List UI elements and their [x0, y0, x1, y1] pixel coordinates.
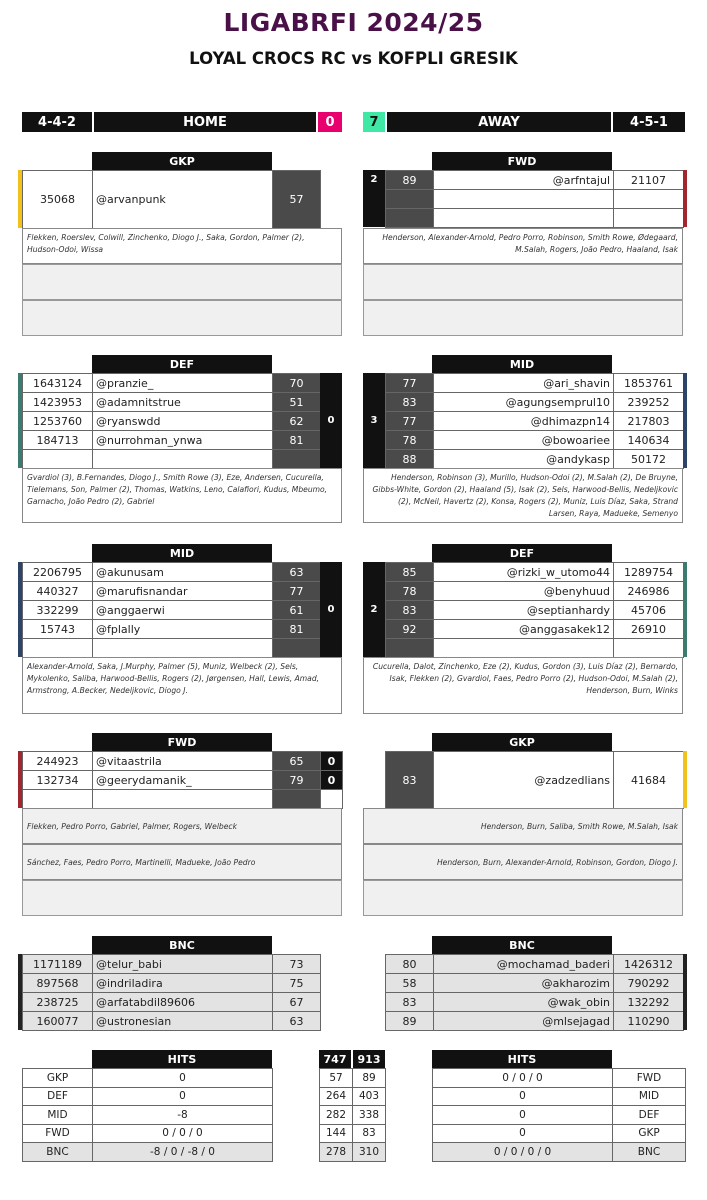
away-def-notes: Cucurella, Dalot, Zinchenko, Eze (2), Kudus, Gordon (3), Luis Díaz (2), Bernardo, Isak, Flekken (2), Gvardiol, Faes, Pedro Porro (2), Hudson-Odoi, M.Salah (2), Henderson, Burn, Winks — [363, 657, 683, 714]
home-bnc-table — [22, 954, 321, 1031]
away-bnc-header: BNC — [432, 936, 612, 954]
home-def-notes: Gvardiol (3), B.Fernandes, Diogo J., Smith Rowe (3), Eze, Andersen, Cucurella, Tielemans, Son, Palmer (2), Thomas, Watkins, Leno, Calafiori, Kudus, Mbeumo, Garnacho, João Pedro (2), Gabriel — [22, 468, 342, 523]
player-points — [273, 790, 321, 809]
table-row — [23, 974, 321, 993]
player-name[interactable]: @rizki_w_utomo44 — [434, 563, 614, 582]
player-points: 81 — [273, 620, 321, 639]
table-row — [23, 393, 321, 412]
hits-position: BNC — [23, 1143, 93, 1162]
away-points: 83 — [353, 1124, 386, 1143]
home-def-score: 0 — [320, 373, 342, 468]
player-points: 85 — [386, 563, 434, 582]
table-row — [433, 1069, 686, 1088]
away-gkp-notes-3 — [363, 880, 683, 916]
player-name[interactable]: @dhimazpn14 — [434, 412, 614, 431]
player-points — [273, 450, 321, 469]
home-points: 264 — [320, 1087, 353, 1106]
away-fwd-score-empty — [363, 208, 385, 227]
hits-position: MID — [23, 1106, 93, 1125]
table-row — [23, 1124, 273, 1143]
player-points: 80 — [386, 955, 434, 974]
player-points: 83 — [386, 993, 434, 1012]
table-row — [386, 582, 684, 601]
player-name[interactable] — [93, 450, 273, 469]
hits-value: 0 / 0 / 0 / 0 — [433, 1143, 613, 1162]
player-points: 83 — [386, 752, 434, 809]
player-name[interactable]: @anggasakek12 — [434, 620, 614, 639]
home-def-header: DEF — [92, 355, 272, 373]
table-row — [23, 620, 321, 639]
player-name[interactable] — [434, 209, 614, 228]
table-row — [386, 431, 684, 450]
player-points — [386, 209, 434, 228]
table-row — [386, 955, 684, 974]
away-points: 89 — [353, 1069, 386, 1088]
away-mid-score: 3 — [363, 373, 385, 468]
player-score — [321, 790, 343, 809]
player-points: 83 — [386, 393, 434, 412]
player-points: 89 — [386, 1012, 434, 1031]
table-row — [23, 752, 343, 771]
home-label: HOME — [94, 112, 316, 132]
player-id: 332299 — [23, 601, 93, 620]
player-id: 1853761 — [614, 374, 684, 393]
player-id: 2206795 — [23, 563, 93, 582]
away-def-stripe — [683, 562, 687, 657]
away-fwd-notes: Henderson, Alexander-Arnold, Pedro Porro, Robinson, Smith Rowe, Ødegaard, M.Salah, Rogers, João Pedro, Haaland, Isak — [363, 228, 683, 264]
player-points: 61 — [273, 601, 321, 620]
home-mid-score: 0 — [320, 562, 342, 657]
player-points — [273, 639, 321, 658]
table-row — [386, 412, 684, 431]
table-row — [23, 601, 321, 620]
hits-value: 0 — [433, 1106, 613, 1125]
home-formation: 4-4-2 — [22, 112, 92, 132]
player-points: 57 — [273, 171, 321, 229]
hits-position: MID — [613, 1087, 686, 1106]
table-row — [23, 1087, 273, 1106]
player-points: 62 — [273, 412, 321, 431]
player-name[interactable] — [93, 790, 273, 809]
player-id: 45706 — [614, 601, 684, 620]
home-bnc-header: BNC — [92, 936, 272, 954]
away-points: 310 — [353, 1143, 386, 1162]
player-name[interactable]: @arfntajul — [434, 171, 614, 190]
player-name[interactable]: @geerydamanik_ — [93, 771, 273, 790]
player-id: 26910 — [614, 620, 684, 639]
table-row — [23, 993, 321, 1012]
away-mid-notes: Henderson, Robinson (3), Murillo, Hudson-Odoi (2), M.Salah (2), De Bruyne, Gibbs-White, Gordon (2), Haaland (5), Isak (2), Sels, Harwood-Bellis, Nedeljkovic (2), McNeil, Havertz (2), Konsa, Rogers (2), Muniz, Luis Díaz, Saka, Strand Larsen, Raya, Madueke, Semenyo — [363, 468, 683, 523]
hits-position: DEF — [23, 1087, 93, 1106]
away-gkp-table — [385, 751, 684, 809]
table-row — [320, 1143, 386, 1162]
player-score: 0 — [321, 752, 343, 771]
player-name[interactable]: @pranzie_ — [93, 374, 273, 393]
player-points: 79 — [273, 771, 321, 790]
player-id — [23, 639, 93, 658]
player-name[interactable]: @ryanswdd — [93, 412, 273, 431]
table-row — [320, 1069, 386, 1088]
player-name[interactable] — [434, 639, 614, 658]
table-row — [23, 1106, 273, 1125]
player-id: 132292 — [614, 993, 684, 1012]
player-name[interactable]: @akharozim — [434, 974, 614, 993]
player-name[interactable]: @nurrohman_ynwa — [93, 431, 273, 450]
player-id: 160077 — [23, 1012, 93, 1031]
player-name[interactable]: @andykasp — [434, 450, 614, 469]
player-id: 790292 — [614, 974, 684, 993]
player-id: 184713 — [23, 431, 93, 450]
table-row — [386, 601, 684, 620]
points-totals-table — [319, 1068, 386, 1162]
player-id — [23, 450, 93, 469]
table-row — [23, 412, 321, 431]
hits-position: FWD — [613, 1069, 686, 1088]
player-id: 217803 — [614, 412, 684, 431]
player-id: 21107 — [614, 171, 684, 190]
away-mid-stripe — [683, 373, 687, 468]
away-formation: 4-5-1 — [613, 112, 685, 132]
table-row — [23, 955, 321, 974]
home-gkp-table — [22, 170, 321, 229]
player-name[interactable]: @mochamad_baderi — [434, 955, 614, 974]
player-points: 58 — [386, 974, 434, 993]
table-row — [23, 171, 321, 229]
player-name[interactable]: @adamnitstrue — [93, 393, 273, 412]
away-mid-table — [385, 373, 684, 469]
player-points: 88 — [386, 450, 434, 469]
player-id: 41684 — [614, 752, 684, 809]
away-fwd-header: FWD — [432, 152, 612, 170]
player-id: 35068 — [23, 171, 93, 229]
league-title: LIGABRFI 2024/25 — [223, 8, 484, 37]
away-label: AWAY — [387, 112, 611, 132]
away-gkp-notes-2: Henderson, Burn, Alexander-Arnold, Robinson, Gordon, Diogo J. — [363, 844, 683, 880]
player-name[interactable]: @agungsemprul10 — [434, 393, 614, 412]
home-points: 278 — [320, 1143, 353, 1162]
home-mid-notes: Alexander-Arnold, Saka, J.Murphy, Palmer (5), Muniz, Welbeck (2), Sels, Mykolenko, Saliba, Harwood-Bellis, Rogers (2), Jørgensen, Hall, Lewis, Amad, Armstrong, A.Becker, Nedeljkovic, Diogo J. — [22, 657, 342, 714]
player-name[interactable]: @akunusam — [93, 563, 273, 582]
hits-position: GKP — [613, 1124, 686, 1143]
home-points: 57 — [320, 1069, 353, 1088]
hits-value: -8 / 0 / -8 / 0 — [93, 1143, 273, 1162]
player-id: 1643124 — [23, 374, 93, 393]
home-hits-header: HITS — [92, 1050, 272, 1068]
table-row — [386, 639, 684, 658]
player-name[interactable]: @telur_babi — [93, 955, 273, 974]
table-row — [386, 393, 684, 412]
player-name[interactable] — [93, 639, 273, 658]
away-def-header: DEF — [432, 544, 612, 562]
table-row — [23, 1143, 273, 1162]
home-fwd-header: FWD — [92, 733, 272, 751]
player-points: 77 — [273, 582, 321, 601]
away-fwd-score-empty — [363, 189, 385, 208]
player-id: 15743 — [23, 620, 93, 639]
table-row — [23, 639, 321, 658]
player-points: 89 — [386, 171, 434, 190]
player-points: 77 — [386, 412, 434, 431]
player-name[interactable]: @bowoariee — [434, 431, 614, 450]
player-points: 73 — [273, 955, 321, 974]
player-id — [614, 639, 684, 658]
player-name[interactable]: @fplally — [93, 620, 273, 639]
home-mid-table — [22, 562, 321, 658]
player-name[interactable]: @arfatabdil89606 — [93, 993, 273, 1012]
away-hits-header: HITS — [432, 1050, 612, 1068]
player-points: 75 — [273, 974, 321, 993]
home-total: 747 — [319, 1050, 351, 1068]
player-name[interactable]: @vitaastrila — [93, 752, 273, 771]
player-name[interactable] — [434, 190, 614, 209]
player-id: 244923 — [23, 752, 93, 771]
away-points: 338 — [353, 1106, 386, 1125]
away-gkp-header: GKP — [432, 733, 612, 751]
player-id: 110290 — [614, 1012, 684, 1031]
away-gkp-stripe — [683, 751, 687, 808]
player-id — [614, 209, 684, 228]
table-row — [386, 171, 684, 190]
away-fwd-notes-2 — [363, 264, 683, 300]
player-id: 1289754 — [614, 563, 684, 582]
hits-value: 0 / 0 / 0 — [433, 1069, 613, 1088]
table-row — [23, 563, 321, 582]
hits-value: 0 — [93, 1087, 273, 1106]
player-id: 897568 — [23, 974, 93, 993]
home-fwd-notes: Flekken, Pedro Porro, Gabriel, Palmer, Rogers, Welbeck — [22, 808, 342, 844]
player-id: 140634 — [614, 431, 684, 450]
player-name[interactable]: @marufisnandar — [93, 582, 273, 601]
player-points: 81 — [273, 431, 321, 450]
hits-position: DEF — [613, 1106, 686, 1125]
hits-value: 0 — [433, 1124, 613, 1143]
home-points: 144 — [320, 1124, 353, 1143]
player-points — [386, 639, 434, 658]
home-def-table — [22, 373, 321, 469]
player-points: 83 — [386, 601, 434, 620]
player-points: 65 — [273, 752, 321, 771]
player-name[interactable]: @indriladira — [93, 974, 273, 993]
away-total: 913 — [353, 1050, 385, 1068]
table-row — [23, 582, 321, 601]
home-gkp-notes-3 — [22, 300, 342, 336]
table-row — [433, 1106, 686, 1125]
away-score: 7 — [363, 112, 385, 132]
player-id — [614, 190, 684, 209]
player-name[interactable]: @mlsejagad — [434, 1012, 614, 1031]
table-row — [23, 450, 321, 469]
hits-position: GKP — [23, 1069, 93, 1088]
away-def-score: 2 — [363, 562, 385, 657]
player-points: 51 — [273, 393, 321, 412]
player-name[interactable]: @benyhuud — [434, 582, 614, 601]
away-points: 403 — [353, 1087, 386, 1106]
away-fwd-table — [385, 170, 684, 228]
table-row — [23, 374, 321, 393]
home-fwd-notes-3 — [22, 880, 342, 916]
hits-value: 0 — [433, 1087, 613, 1106]
table-row — [433, 1124, 686, 1143]
table-row — [386, 974, 684, 993]
player-points: 70 — [273, 374, 321, 393]
player-name[interactable]: @ustronesian — [93, 1012, 273, 1031]
match-title: LOYAL CROCS RC vs KOFPLI GRESIK — [189, 49, 518, 68]
player-points: 63 — [273, 563, 321, 582]
player-points: 78 — [386, 582, 434, 601]
hits-value: 0 / 0 / 0 — [93, 1124, 273, 1143]
home-fwd-table — [22, 751, 343, 809]
hits-position: FWD — [23, 1124, 93, 1143]
player-id: 132734 — [23, 771, 93, 790]
home-gkp-notes-2 — [22, 264, 342, 300]
player-points: 67 — [273, 993, 321, 1012]
home-gkp-header: GKP — [92, 152, 272, 170]
player-name[interactable]: @ari_shavin — [434, 374, 614, 393]
table-row — [386, 374, 684, 393]
away-def-table — [385, 562, 684, 658]
table-row — [23, 1012, 321, 1031]
away-fwd-notes-3 — [363, 300, 683, 336]
table-row — [23, 790, 343, 809]
table-row — [386, 752, 684, 809]
player-id: 238725 — [23, 993, 93, 1012]
away-hits-table — [432, 1068, 686, 1162]
player-id: 1253760 — [23, 412, 93, 431]
home-hits-table — [22, 1068, 273, 1162]
away-bnc-table — [385, 954, 684, 1031]
home-mid-header: MID — [92, 544, 272, 562]
player-id: 239252 — [614, 393, 684, 412]
player-id: 50172 — [614, 450, 684, 469]
table-row — [320, 1106, 386, 1125]
table-row — [386, 190, 684, 209]
away-bnc-stripe — [683, 954, 687, 1030]
home-gkp-notes: Flekken, Roerslev, Colwill, Zinchenko, Diogo J., Saka, Gordon, Palmer (2), Hudson-Odoi, Wissa — [22, 228, 342, 264]
home-points: 282 — [320, 1106, 353, 1125]
table-row — [23, 771, 343, 790]
player-id: 1171189 — [23, 955, 93, 974]
table-row — [386, 1012, 684, 1031]
hits-value: -8 — [93, 1106, 273, 1125]
table-row — [386, 450, 684, 469]
player-name[interactable]: @wak_obin — [434, 993, 614, 1012]
away-fwd-stripe — [683, 170, 687, 227]
table-row — [386, 563, 684, 582]
player-name[interactable]: @anggaerwi — [93, 601, 273, 620]
player-name[interactable]: @zadzedlians — [434, 752, 614, 809]
player-id — [23, 790, 93, 809]
player-points: 92 — [386, 620, 434, 639]
table-row — [23, 431, 321, 450]
player-points — [386, 190, 434, 209]
away-gkp-notes: Henderson, Burn, Saliba, Smith Rowe, M.Salah, Isak — [363, 808, 683, 844]
hits-position: BNC — [613, 1143, 686, 1162]
away-fwd-score: 2 — [363, 170, 385, 189]
table-row — [386, 620, 684, 639]
player-name[interactable]: @septianhardy — [434, 601, 614, 620]
away-mid-header: MID — [432, 355, 612, 373]
table-row — [386, 993, 684, 1012]
hits-value: 0 — [93, 1069, 273, 1088]
player-score: 0 — [321, 771, 343, 790]
player-id: 246986 — [614, 582, 684, 601]
home-fwd-notes-2: Sánchez, Faes, Pedro Porro, Martinelli, Madueke, João Pedro — [22, 844, 342, 880]
table-row — [23, 1069, 273, 1088]
player-name[interactable]: @arvanpunk — [93, 171, 273, 229]
table-row — [320, 1087, 386, 1106]
table-row — [320, 1124, 386, 1143]
table-row — [433, 1087, 686, 1106]
player-id: 440327 — [23, 582, 93, 601]
player-id: 1426312 — [614, 955, 684, 974]
player-points: 78 — [386, 431, 434, 450]
table-row — [386, 209, 684, 228]
player-points: 63 — [273, 1012, 321, 1031]
player-points: 77 — [386, 374, 434, 393]
home-score: 0 — [318, 112, 342, 132]
player-id: 1423953 — [23, 393, 93, 412]
table-row — [433, 1143, 686, 1162]
